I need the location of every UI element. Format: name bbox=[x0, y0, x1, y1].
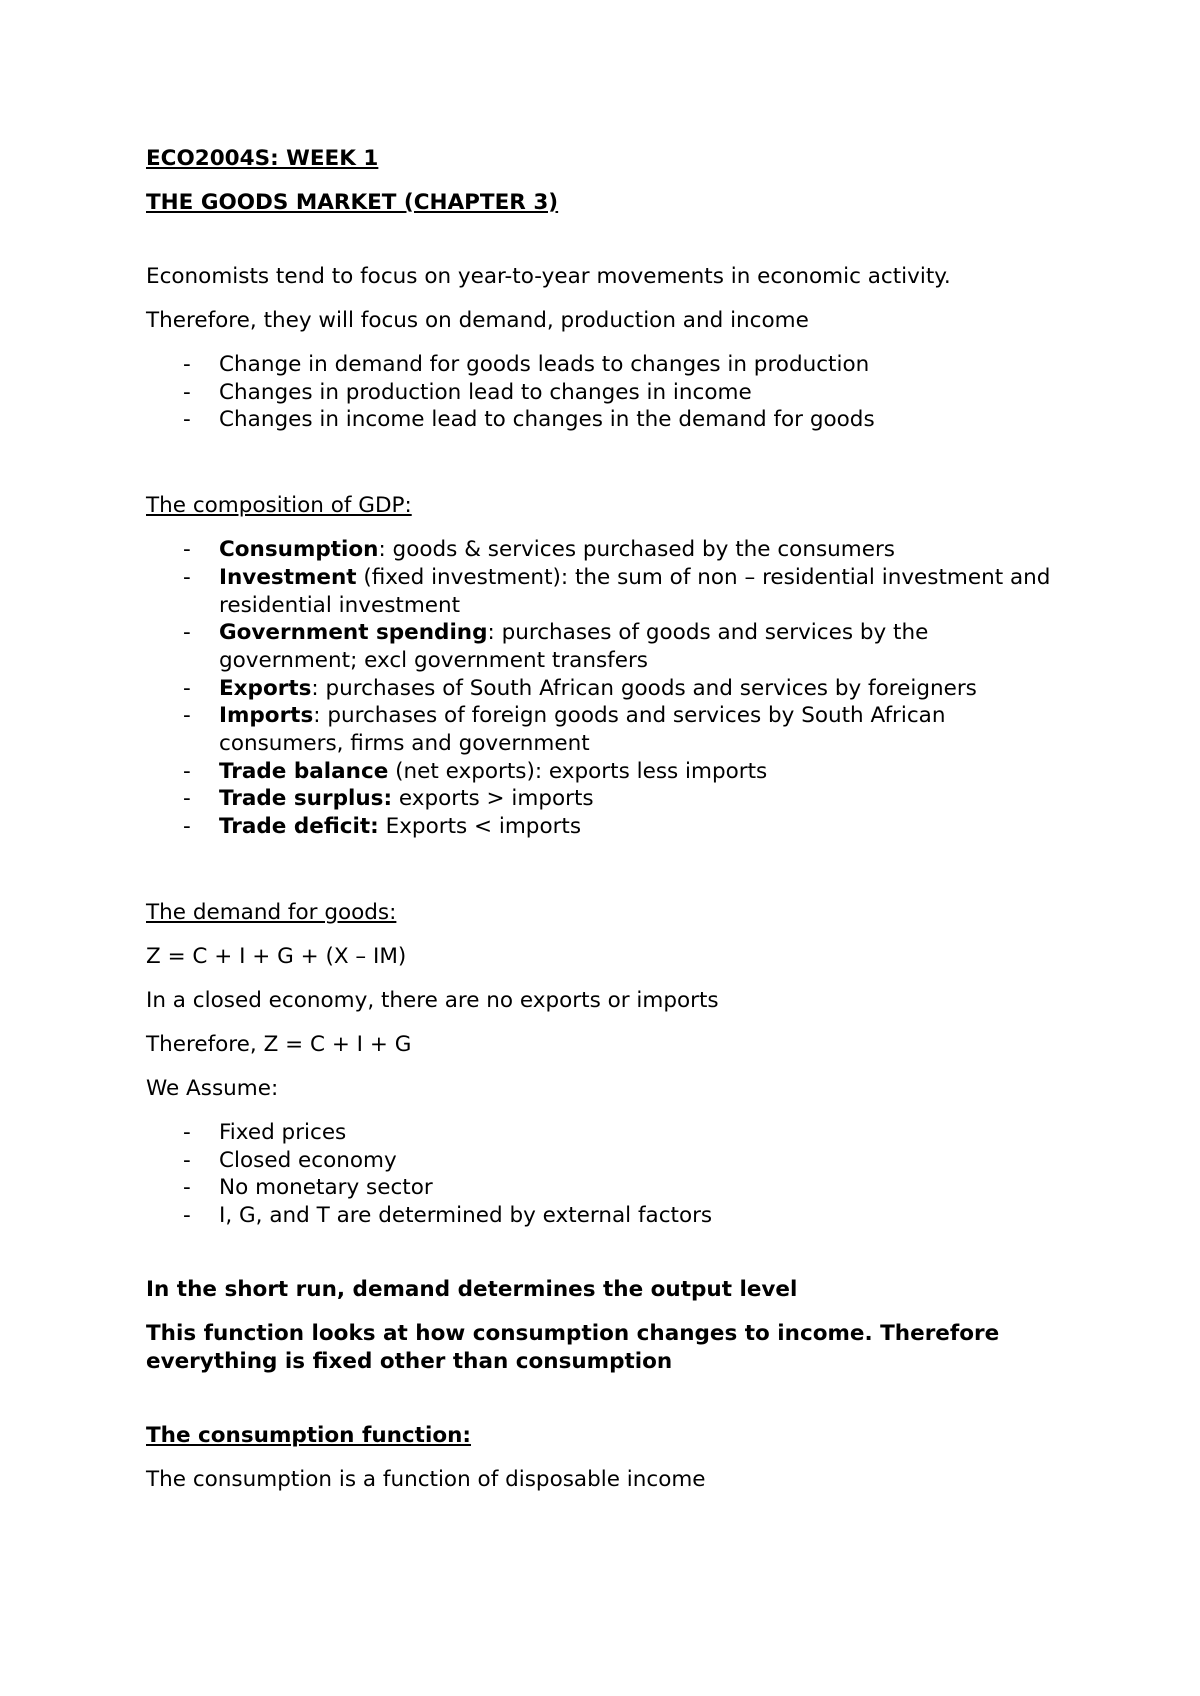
definition: : purchases of goods and services by the government; excl government transfers bbox=[219, 620, 929, 673]
term: Trade deficit: bbox=[219, 814, 379, 840]
course-title: ECO2004S: WEEK 1 bbox=[146, 146, 379, 171]
definition: : purchases of foreign goods and services by South African consumers, firms and government bbox=[219, 703, 946, 757]
gdp-component-list bbox=[146, 536, 1066, 841]
list-item bbox=[146, 675, 1066, 703]
definition: : purchases of South African goods and services by foreigners bbox=[311, 675, 977, 701]
intro-bullet-list bbox=[146, 351, 1066, 434]
definition: exports > imports bbox=[392, 786, 594, 812]
definition: : goods & services purchased by the consumers bbox=[378, 537, 895, 563]
list-item: - Closed economy bbox=[146, 1147, 1066, 1175]
term: Trade surplus: bbox=[219, 786, 393, 812]
closed-economy-note: In a closed economy, there are no exports or imports bbox=[146, 987, 719, 1013]
closed-equation: Therefore, Z = C + I + G bbox=[146, 1031, 412, 1057]
term: Exports bbox=[219, 675, 312, 701]
gdp-heading: The composition of GDP: bbox=[146, 493, 412, 519]
list-item bbox=[146, 564, 1066, 619]
definition: (fixed investment): the sum of non – residential investment and residential investment bbox=[219, 564, 1051, 618]
demand-equation: Z = C + I + G + (X – IM) bbox=[146, 943, 407, 969]
term: Trade balance bbox=[219, 758, 389, 784]
list-item: - Change in demand for goods leads to changes in production bbox=[146, 351, 1066, 379]
assumptions-list bbox=[146, 1119, 1066, 1230]
list-item: - I, G, and T are determined by external factors bbox=[146, 1202, 1066, 1230]
list-item bbox=[146, 619, 1066, 674]
intro-line-2: Therefore, they will focus on demand, production and income bbox=[146, 308, 809, 333]
list-item bbox=[146, 702, 1066, 757]
term: Investment bbox=[219, 564, 357, 590]
list-item bbox=[146, 758, 1066, 786]
list-item bbox=[146, 813, 1066, 841]
demand-heading: The demand for goods: bbox=[146, 899, 397, 925]
list-item: - Fixed prices bbox=[146, 1119, 1066, 1147]
function-explanation: This function looks at how consumption changes to income. Therefore everything is fixed other than consumption bbox=[146, 1320, 1000, 1374]
chapter-title: THE GOODS MARKET (CHAPTER 3) bbox=[146, 190, 559, 215]
intro-line-1: Economists tend to focus on year-to-year movements in economic activity. bbox=[146, 264, 951, 289]
list-item: - No monetary sector bbox=[146, 1174, 1066, 1202]
list-item: - Changes in income lead to changes in the demand for goods bbox=[146, 406, 1066, 434]
consumption-text: The consumption is a function of disposable income bbox=[146, 1466, 706, 1492]
term: Government spending bbox=[219, 620, 488, 646]
assumptions-intro: We Assume: bbox=[146, 1075, 279, 1101]
list-item: - Changes in production lead to changes in income bbox=[146, 379, 1066, 407]
definition: (net exports): exports less imports bbox=[388, 758, 768, 784]
list-item bbox=[146, 785, 1066, 813]
document-page bbox=[146, 145, 1066, 1510]
list-item bbox=[146, 536, 1066, 564]
term: Imports bbox=[219, 703, 314, 729]
term: Consumption bbox=[219, 537, 379, 563]
definition: Exports < imports bbox=[378, 814, 582, 840]
consumption-heading: The consumption function: bbox=[146, 1422, 471, 1448]
short-run-statement: In the short run, demand determines the output level bbox=[146, 1276, 798, 1302]
